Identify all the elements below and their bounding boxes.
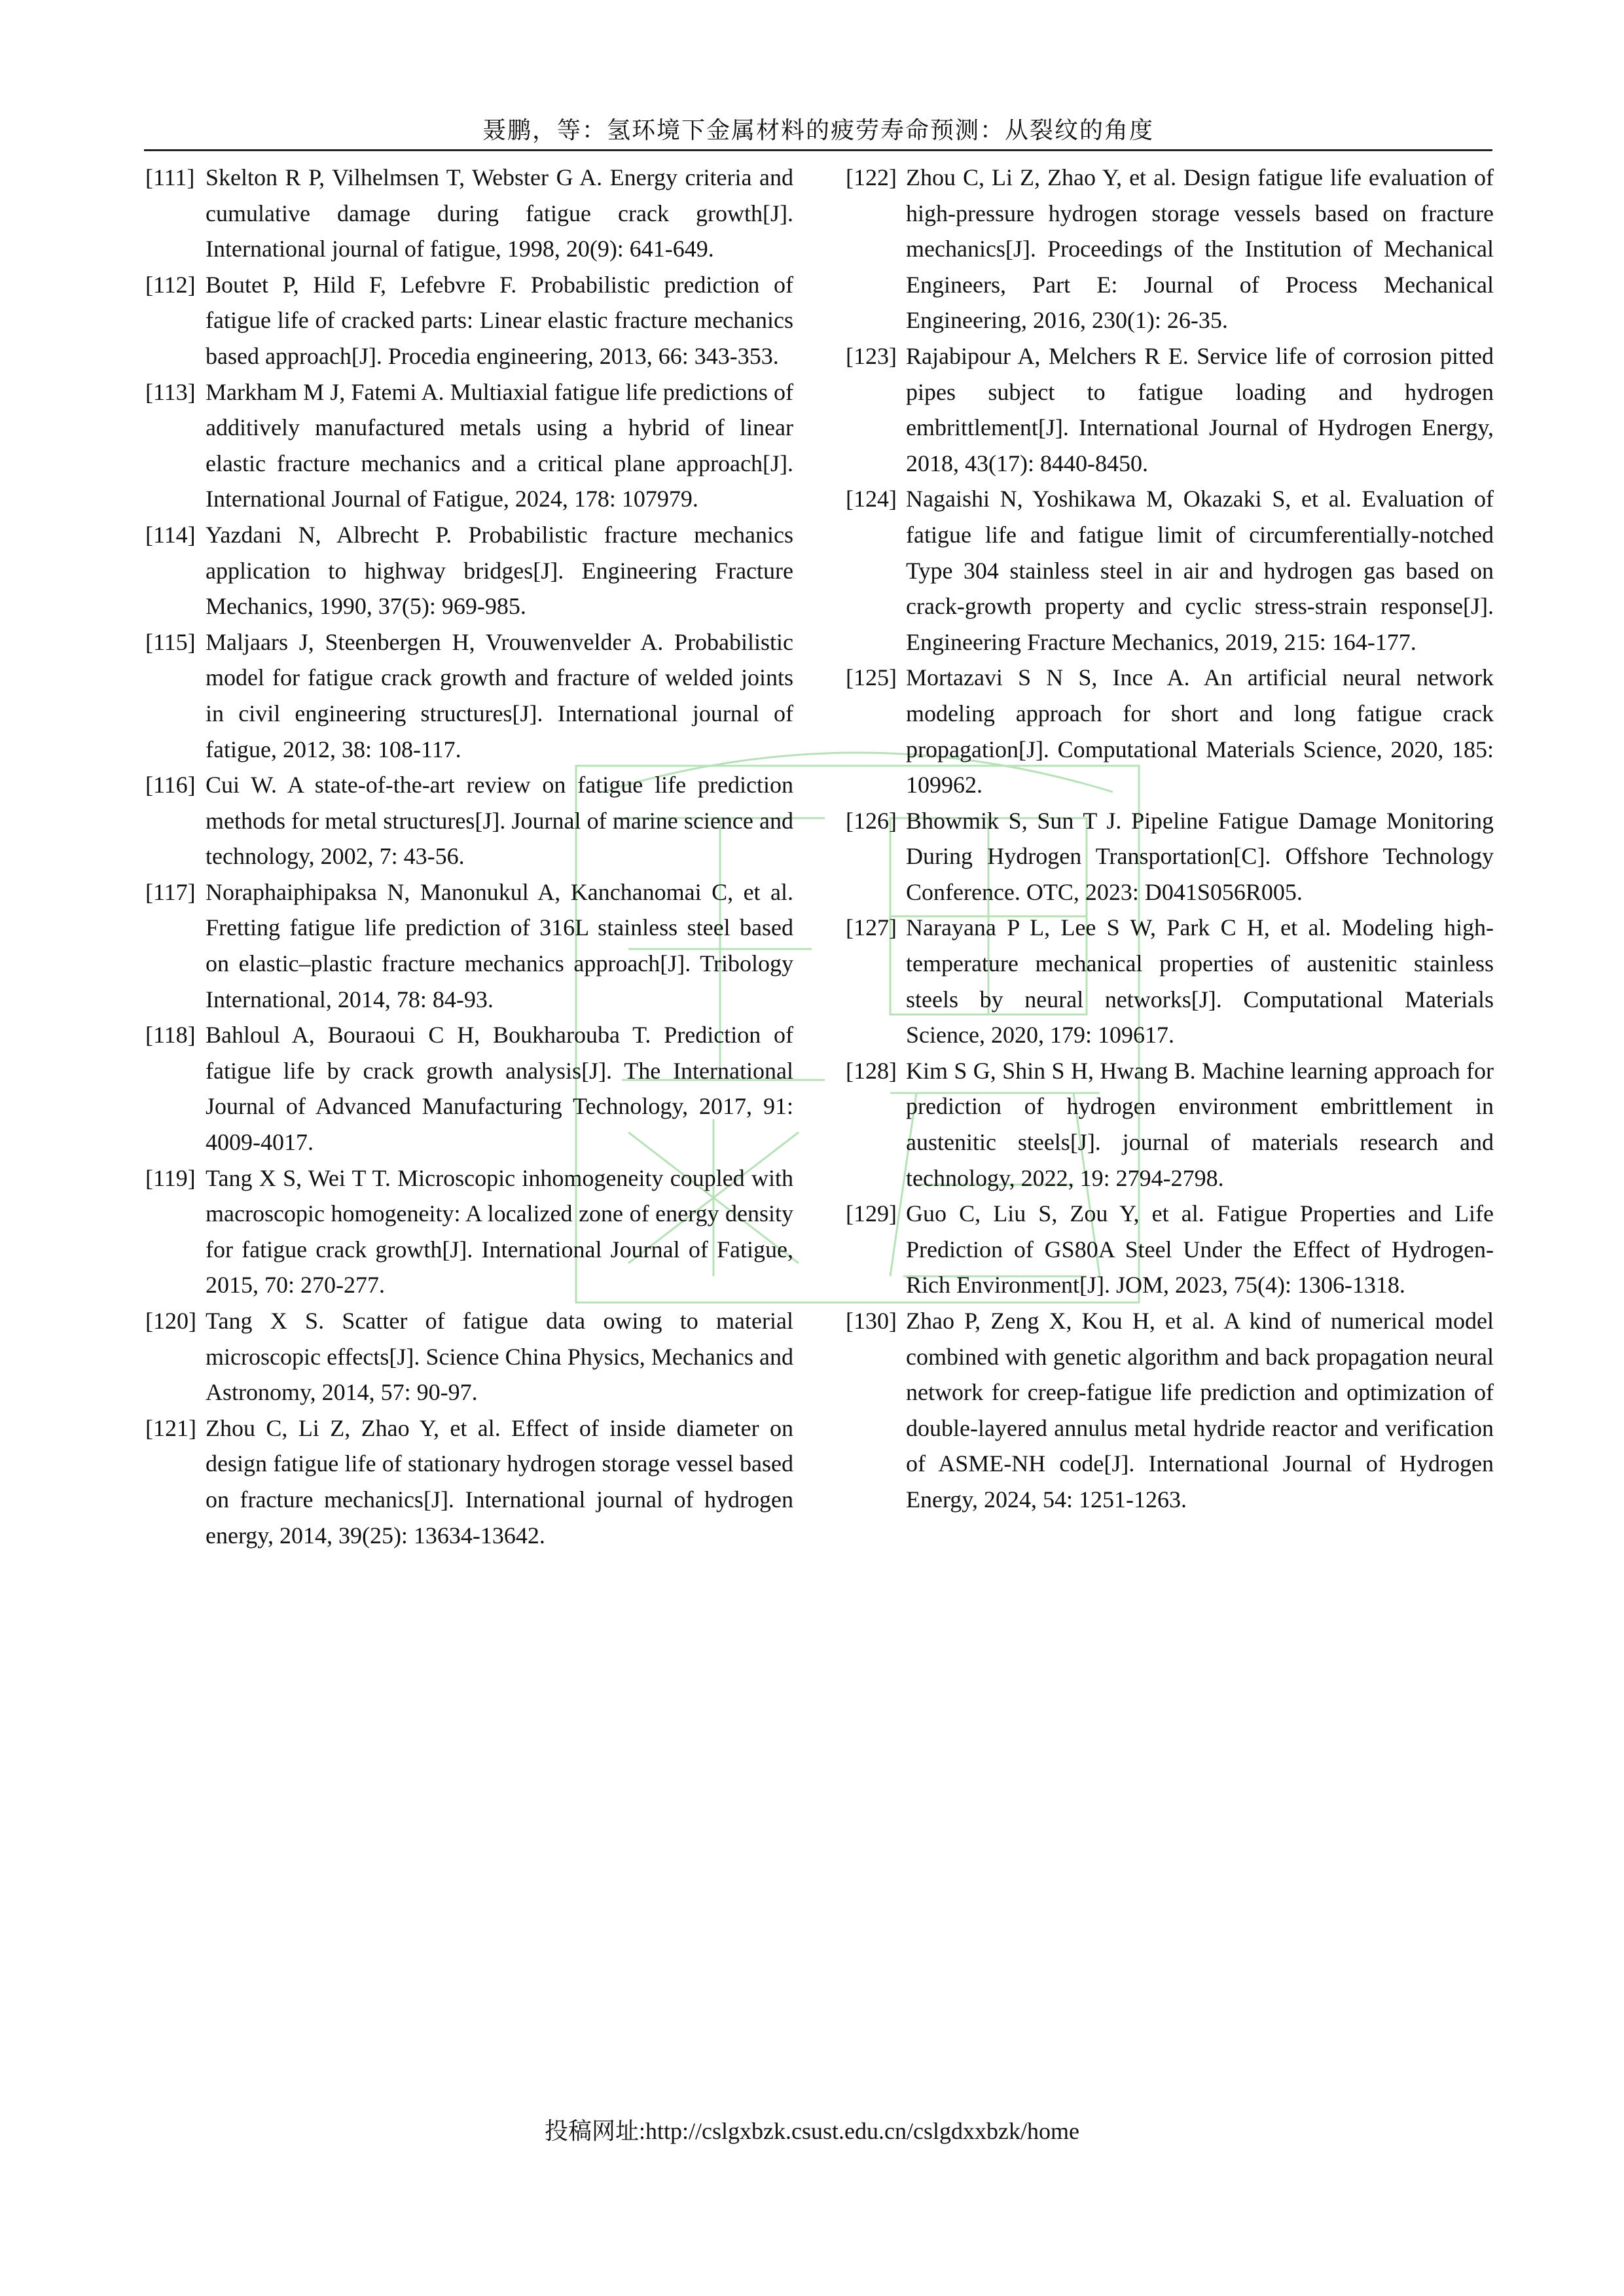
reference-text: Narayana P L, Lee S W, Park C H, et al. Modeling high-temperature mechanical properties of austenitic stainless steels by neural networks[J]. Computational Materials Science, 2020, 179: 109617. — [906, 914, 1494, 1049]
reference-entry — [145, 160, 793, 267]
references-left-column — [145, 160, 793, 1553]
reference-text: Bhowmik S, Sun T J. Pipeline Fatigue Damage Monitoring During Hydrogen Transportation[C]. Offshore Technology Conference. OTC, 2023: D041S056R005. — [906, 807, 1494, 905]
reference-number: [120] — [145, 1308, 196, 1334]
reference-entry — [145, 624, 793, 767]
reference-entry — [145, 517, 793, 624]
reference-text: Zhao P, Zeng X, Kou H, et al. A kind of numerical model combined with genetic algorithm and back propagation neural network for creep-fatigue life prediction and optimization of double-layered annulus metal hydride reactor and verification of ASME-NH code[J]. International Journal of Hydrogen Energy, 2024, 54: 1251-1263. — [906, 1308, 1494, 1513]
reference-number: [117] — [145, 878, 196, 905]
reference-entry — [846, 803, 1494, 910]
reference-number: [130] — [846, 1308, 897, 1334]
reference-number: [113] — [145, 378, 196, 405]
reference-number: [122] — [846, 164, 897, 190]
submission-url-footer: 投稿网址:http://cslgxbzk.csust.edu.cn/cslgdxxbzk/home — [545, 2118, 1079, 2144]
reference-text: Markham M J, Fatemi A. Multiaxial fatigue life predictions of additively manufactured metals using a hybrid of linear elastic fracture mechanics and a critical plane approach[J]. International Journal of Fatigue, 2024, 178: 107979. — [206, 378, 793, 512]
reference-text: Zhou C, Li Z, Zhao Y, et al. Design fatigue life evaluation of high-pressure hydrogen storage vessels based on fracture mechanics[J]. Proceedings of the Institution of Mechanical Engineers, Part E: Journal of Process Mechanical Engineering, 2016, 230(1): 26-35. — [906, 164, 1494, 334]
reference-entry — [145, 1160, 793, 1303]
reference-text: Tang X S, Wei T T. Microscopic inhomogeneity coupled with macroscopic homogeneity: A localized zone of energy density for fatigue crack growth[J]. International Journal of Fatigue, 2015, 70: 270-277. — [206, 1164, 793, 1299]
reference-entry — [846, 481, 1494, 660]
reference-entry — [145, 1410, 793, 1553]
reference-entry — [846, 338, 1494, 481]
reference-text: Skelton R P, Vilhelmsen T, Webster G A. Energy criteria and cumulative damage during fatigue crack growth[J]. International journal of fatigue, 1998, 20(9): 641-649. — [206, 164, 793, 262]
reference-text: Yazdani N, Albrecht P. Probabilistic fracture mechanics application to highway bridges[J]. Engineering Fracture Mechanics, 1990, 37(5): 969-985. — [206, 521, 793, 620]
reference-text: Zhou C, Li Z, Zhao Y, et al. Effect of inside diameter on design fatigue life of stationary hydrogen storage vessel based on fracture mechanics[J]. International journal of hydrogen energy, 2014, 39(25): 13634-13642. — [206, 1414, 793, 1549]
reference-entry — [846, 660, 1494, 802]
reference-text: Cui W. A state-of-the-art review on fatigue life prediction methods for metal structures[J]. Journal of marine science and technology, 2002, 7: 43-56. — [206, 772, 793, 870]
reference-text: Bahloul A, Bouraoui C H, Boukharouba T. Prediction of fatigue life by crack growth analysis[J]. The International Journal of Advanced Manufacturing Technology, 2017, 91: 4009-4017. — [206, 1022, 793, 1156]
header-rule — [144, 149, 1492, 151]
reference-entry — [846, 160, 1494, 338]
reference-number: [115] — [145, 628, 196, 655]
reference-number: [125] — [846, 664, 897, 691]
reference-number: [116] — [145, 772, 196, 798]
reference-text: Maljaars J, Steenbergen H, Vrouwenvelder A. Probabilistic model for fatigue crack growth and fracture of welded joints in civil engineering structures[J]. International journal of fatigue, 2012, 38: 108-117. — [206, 628, 793, 762]
reference-entry — [145, 767, 793, 874]
reference-entry — [846, 910, 1494, 1052]
reference-number: [126] — [846, 807, 897, 834]
reference-number: [129] — [846, 1200, 897, 1227]
reference-entry — [145, 374, 793, 517]
reference-number: [121] — [145, 1414, 196, 1441]
reference-entry — [846, 1196, 1494, 1303]
reference-entry — [145, 267, 793, 374]
reference-entry — [846, 1053, 1494, 1196]
reference-text: Kim S G, Shin S H, Hwang B. Machine learning approach for prediction of hydrogen environment embrittlement in austenitic steels[J]. journal of materials research and technology, 2022, 19: 2794-2798. — [906, 1057, 1494, 1191]
reference-text: Boutet P, Hild F, Lefebvre F. Probabilistic prediction of fatigue life of cracked parts: Linear elastic fracture mechanics based approach[J]. Procedia engineering, 2013, 66: 343-353. — [206, 271, 793, 369]
reference-text: Noraphaiphipaksa N, Manonukul A, Kanchanomai C, et al. Fretting fatigue life prediction of 316L stainless steel based on elastic–plastic fracture mechanics approach[J]. Tribology International, 2014, 78: 84-93. — [206, 878, 793, 1013]
reference-entry — [145, 1017, 793, 1160]
reference-number: [128] — [846, 1057, 897, 1084]
reference-number: [124] — [846, 486, 897, 512]
reference-entry — [846, 1303, 1494, 1518]
reference-text: Rajabipour A, Melchers R E. Service life of corrosion pitted pipes subject to fatigue loading and hydrogen embrittlement[J]. International Journal of Hydrogen Energy, 2018, 43(17): 8440-8450. — [906, 342, 1494, 476]
reference-number: [127] — [846, 914, 897, 941]
references-right-column — [846, 160, 1494, 1518]
reference-text: Mortazavi S N S, Ince A. An artificial neural network modeling approach for short and long fatigue crack propagation[J]. Computational Materials Science, 2020, 185: 109962. — [906, 664, 1494, 798]
reference-number: [114] — [145, 521, 196, 548]
reference-text: Guo C, Liu S, Zou Y, et al. Fatigue Properties and Life Prediction of GS80A Steel Under the Effect of Hydrogen-Rich Environment[J]. JOM, 2023, 75(4): 1306-1318. — [906, 1200, 1494, 1299]
running-header: 聂鹏，等：氢环境下金属材料的疲劳寿命预测：从裂纹的角度 — [482, 117, 1154, 144]
reference-text: Nagaishi N, Yoshikawa M, Okazaki S, et al. Evaluation of fatigue life and fatigue limit of circumferentially-notched Type 304 stainless steel in air and hydrogen gas based on crack-growth property and cyclic stress-strain response[J]. Engineering Fracture Mechanics, 2019, 215: 164-177. — [906, 486, 1494, 655]
reference-entry — [145, 874, 793, 1017]
reference-number: [118] — [145, 1022, 196, 1049]
reference-text: Tang X S. Scatter of fatigue data owing to material microscopic effects[J]. Science China Physics, Mechanics and Astronomy, 2014, 57: 90-97. — [206, 1308, 793, 1406]
reference-number: [119] — [145, 1164, 196, 1191]
reference-number: [123] — [846, 342, 897, 369]
reference-entry — [145, 1303, 793, 1410]
reference-number: [112] — [145, 271, 196, 298]
reference-number: [111] — [145, 164, 195, 190]
